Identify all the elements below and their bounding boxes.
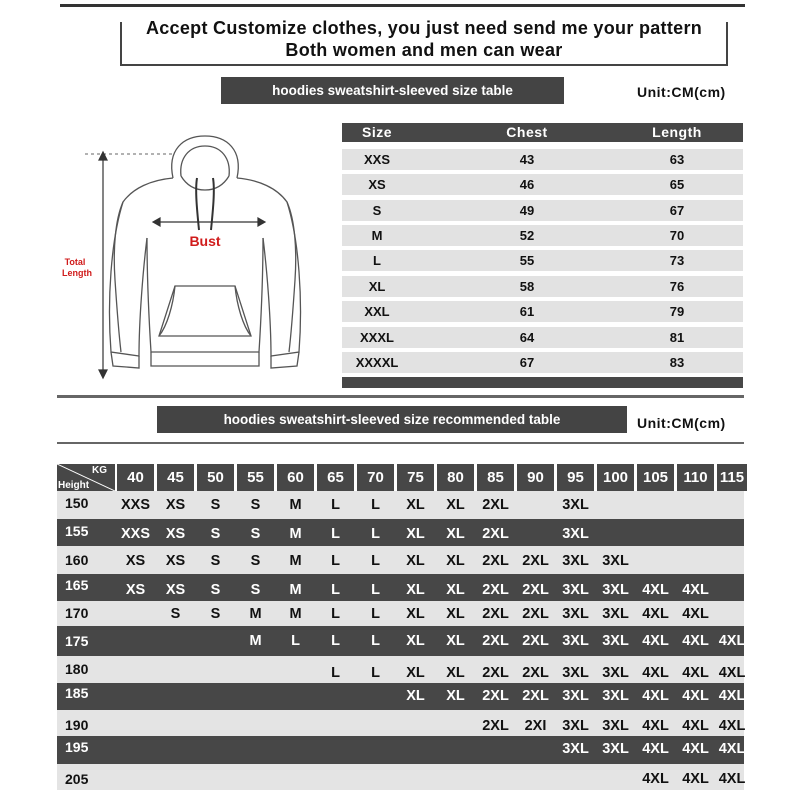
size-table-row: [342, 250, 743, 271]
size-recommendation-cell: 4XL: [642, 741, 669, 757]
weight-col-header: 70: [357, 464, 394, 491]
size-recommendation-cell: 3XL: [562, 582, 589, 598]
chest-cell: 43: [519, 152, 535, 167]
chest-cell: 49: [519, 203, 535, 218]
size-recommendation-cell: L: [331, 633, 340, 649]
weight-col-header: 40: [117, 464, 154, 491]
recommended-table-row: [57, 519, 744, 546]
length-cell: 63: [669, 152, 685, 167]
size-recommendation-cell: 2XL: [522, 553, 549, 569]
size-recommendation-cell: 3XL: [562, 526, 589, 542]
size-cell: XL: [368, 279, 386, 294]
size-recommendation-cell: S: [210, 553, 221, 569]
size-recommendation-cell: 3XL: [562, 665, 589, 681]
size-recommendation-cell: 3XL: [602, 718, 629, 734]
height-cell: 195: [65, 739, 89, 755]
size-recommendation-cell: L: [331, 526, 340, 542]
chest-cell: 55: [519, 253, 535, 268]
size-recommendation-cell: 3XL: [562, 497, 589, 513]
size-recommendation-cell: L: [371, 665, 380, 681]
size-recommendation-cell: L: [371, 553, 380, 569]
size-recommendation-cell: XL: [446, 633, 465, 649]
weight-col-header: 105: [637, 464, 674, 491]
size-recommendation-cell: S: [210, 526, 221, 542]
size-cell: XS: [368, 177, 386, 192]
size-table-row: [342, 225, 743, 246]
size-recommendation-cell: L: [331, 665, 340, 681]
size-recommendation-cell: XL: [406, 665, 425, 681]
recommended-table-row: [57, 626, 744, 656]
size-recommendation-cell: S: [250, 553, 261, 569]
size-cell: S: [372, 203, 382, 218]
size-cell: XXS: [363, 152, 390, 167]
size-table-row: [342, 276, 743, 297]
size-recommendation-cell: M: [289, 497, 302, 513]
size-table-row: [342, 352, 743, 373]
size-recommendation-cell: L: [331, 606, 340, 622]
size-recommendation-cell: M: [289, 582, 302, 598]
size-recommendation-cell: XXS: [120, 526, 150, 542]
size-recommendation-cell: 4XL: [718, 718, 746, 734]
size-recommendation-cell: 4XL: [718, 665, 746, 681]
length-cell: 67: [669, 203, 685, 218]
height-cell: 180: [65, 661, 89, 677]
length-cell: 65: [669, 177, 685, 192]
bust-label: Bust: [189, 233, 221, 249]
size-recommendation-cell: XL: [406, 497, 425, 513]
size-recommendation-cell: M: [289, 553, 302, 569]
size-table-footer: [342, 377, 743, 388]
size-recommendation-cell: 2XL: [482, 606, 509, 622]
section-divider-top: [57, 395, 744, 398]
size-recommendation-cell: 4XL: [642, 771, 669, 787]
weight-col-header: 50: [197, 464, 234, 491]
size-recommendation-cell: M: [249, 606, 262, 622]
size-recommendation-cell: XL: [446, 553, 465, 569]
length-cell: 70: [669, 228, 685, 243]
size-recommendation-cell: S: [210, 606, 221, 622]
size-recommendation-cell: L: [331, 497, 340, 513]
size-recommendation-cell: L: [291, 633, 300, 649]
size-recommendation-cell: L: [371, 606, 380, 622]
size-recommendation-cell: XL: [446, 688, 465, 704]
size-recommendation-cell: 2XL: [482, 718, 509, 734]
size-recommendation-cell: 4XL: [642, 606, 669, 622]
corner-header: [57, 464, 115, 491]
recommended-table-unit: Unit:CM(cm): [637, 415, 726, 431]
size-recommendation-cell: S: [210, 497, 221, 513]
size-recommendation-cell: 2XL: [482, 633, 509, 649]
weight-col-header: 75: [397, 464, 434, 491]
size-recommendation-cell: 3XL: [602, 665, 629, 681]
weight-col-header: 95: [557, 464, 594, 491]
size-recommendation-cell: XL: [406, 606, 425, 622]
size-recommendation-cell: XS: [165, 497, 186, 513]
chest-cell: 46: [519, 177, 535, 192]
height-cell: 205: [65, 771, 89, 787]
height-cell: 170: [65, 605, 89, 621]
size-recommendation-cell: XS: [165, 526, 186, 542]
size-recommendation-cell: 4XL: [682, 582, 709, 598]
size-table-header: [342, 123, 743, 142]
height-cell: 155: [65, 523, 89, 539]
size-recommendation-cell: S: [250, 497, 261, 513]
size-recommendation-cell: XL: [446, 606, 465, 622]
size-recommendation-cell: XS: [165, 582, 186, 598]
size-table-row: [342, 301, 743, 322]
size-recommendation-cell: XL: [446, 497, 465, 513]
size-cell: M: [371, 228, 383, 243]
length-col-header: Length: [652, 124, 702, 140]
recommended-table-row: [57, 574, 744, 601]
size-recommendation-cell: 4XL: [682, 741, 709, 757]
size-recommendation-cell: XL: [406, 582, 425, 598]
size-recommendation-cell: 4XL: [642, 688, 669, 704]
size-recommendation-cell: 3XL: [602, 633, 629, 649]
size-recommendation-cell: XL: [446, 526, 465, 542]
size-recommendation-cell: 3XL: [562, 688, 589, 704]
size-recommendation-cell: XL: [446, 582, 465, 598]
size-recommendation-cell: M: [289, 606, 302, 622]
size-recommendation-cell: 3XL: [602, 553, 629, 569]
size-recommendation-cell: 3XL: [562, 741, 589, 757]
height-cell: 165: [65, 577, 89, 593]
size-recommendation-cell: L: [371, 526, 380, 542]
size-recommendation-cell: L: [371, 633, 380, 649]
size-recommendation-cell: 4XL: [718, 741, 746, 757]
recommended-table-row: [57, 656, 744, 683]
size-table-row: [342, 200, 743, 221]
height-cell: 150: [65, 495, 89, 511]
size-recommendation-cell: 2XL: [522, 665, 549, 681]
length-label-1: Total: [64, 257, 86, 267]
weight-col-header: 110: [677, 464, 714, 491]
section-divider-bottom: [57, 442, 744, 444]
size-recommendation-cell: S: [250, 582, 261, 598]
size-recommendation-cell: XS: [125, 582, 146, 598]
size-recommendation-cell: 3XL: [602, 688, 629, 704]
length-cell: 83: [669, 355, 685, 370]
length-label-2: Length: [62, 268, 92, 278]
size-recommendation-cell: 4XL: [682, 606, 709, 622]
size-cell: XXL: [364, 304, 390, 319]
size-cell: L: [373, 253, 381, 268]
size-recommendation-cell: M: [249, 633, 262, 649]
corner-height: Height: [58, 480, 90, 491]
recommended-table-row: [57, 546, 744, 574]
hoodie-diagram: [55, 130, 340, 380]
size-recommendation-cell: 4XL: [642, 718, 669, 734]
weight-col-header: 55: [237, 464, 274, 491]
size-table-row: [342, 174, 743, 195]
weight-col-header: 100: [597, 464, 634, 491]
size-recommendation-cell: 2XL: [482, 553, 509, 569]
recommended-table-banner: hoodies sweatshirt-sleeved size recommended table: [157, 406, 627, 433]
size-recommendation-cell: 4XL: [642, 582, 669, 598]
height-cell: 190: [65, 717, 89, 733]
size-recommendation-cell: 2XL: [482, 582, 509, 598]
weight-col-header: 90: [517, 464, 554, 491]
size-recommendation-cell: L: [371, 497, 380, 513]
size-recommendation-cell: 2XL: [482, 497, 509, 513]
size-table-row: [342, 327, 743, 348]
size-recommendation-cell: 4XL: [642, 665, 669, 681]
size-recommendation-cell: 4XL: [718, 771, 746, 787]
weight-col-header: 45: [157, 464, 194, 491]
recommended-table-row: [57, 710, 744, 736]
size-recommendation-cell: 2XL: [482, 688, 509, 704]
size-recommendation-cell: L: [331, 553, 340, 569]
size-recommendation-cell: XL: [406, 526, 425, 542]
size-recommendation-cell: 3XL: [562, 606, 589, 622]
size-recommendation-cell: 3XL: [562, 633, 589, 649]
chest-col-header: Chest: [506, 124, 548, 140]
size-recommendation-cell: 4XL: [718, 688, 746, 704]
size-recommendation-cell: 2XI: [524, 718, 547, 734]
size-recommendation-cell: XL: [406, 553, 425, 569]
size-recommendation-cell: 4XL: [718, 633, 746, 649]
size-recommendation-cell: 4XL: [642, 633, 669, 649]
recommended-table-row: [57, 736, 744, 764]
length-cell: 81: [669, 330, 685, 345]
size-table-unit: Unit:CM(cm): [637, 84, 726, 100]
size-table-banner: hoodies sweatshirt-sleeved size table: [221, 77, 564, 104]
size-recommendation-cell: 4XL: [682, 718, 709, 734]
chest-cell: 61: [519, 304, 535, 319]
size-recommendation-cell: 4XL: [682, 665, 709, 681]
header-line-1: Accept Customize clothes, you just need send me your pattern: [145, 18, 703, 38]
recommended-table-row: [57, 491, 744, 519]
size-recommendation-cell: 2XL: [522, 633, 549, 649]
size-recommendation-cell: XS: [125, 553, 146, 569]
length-cell: 73: [669, 253, 685, 268]
size-recommendation-cell: 2XL: [482, 526, 509, 542]
size-recommendation-cell: S: [250, 526, 261, 542]
size-cell: XXXXL: [355, 355, 399, 370]
length-arrow-icon: [85, 152, 173, 378]
size-recommendation-cell: 3XL: [562, 718, 589, 734]
weight-col-header: 65: [317, 464, 354, 491]
size-recommendation-cell: L: [371, 582, 380, 598]
corner-kg: KG: [92, 465, 107, 476]
header-line-2: Both women and men can wear: [285, 40, 563, 60]
size-recommendation-cell: S: [170, 606, 181, 622]
size-col-header: Size: [361, 124, 392, 140]
size-table-row: [342, 149, 743, 170]
size-recommendation-cell: 3XL: [602, 741, 629, 757]
recommended-table-row: [57, 683, 744, 710]
bust-arrow-icon: [153, 218, 265, 226]
size-recommendation-cell: 4XL: [682, 771, 709, 787]
size-recommendation-cell: XL: [406, 633, 425, 649]
chest-cell: 64: [519, 330, 535, 345]
size-recommendation-cell: L: [331, 582, 340, 598]
hoodie-outline-icon: [110, 136, 301, 368]
size-recommendation-cell: 2XL: [482, 665, 509, 681]
weight-col-header: 115: [717, 464, 747, 491]
size-recommendation-cell: 2XL: [522, 606, 549, 622]
weight-col-header: 80: [437, 464, 474, 491]
size-recommendation-cell: M: [289, 526, 302, 542]
size-recommendation-cell: XL: [406, 688, 425, 704]
top-rule: [60, 4, 745, 7]
length-cell: 79: [669, 304, 685, 319]
size-recommendation-cell: 2XL: [522, 688, 549, 704]
chest-cell: 67: [519, 355, 535, 370]
size-recommendation-cell: S: [210, 582, 221, 598]
size-recommendation-cell: 4XL: [682, 633, 709, 649]
size-cell: XXXL: [360, 330, 394, 345]
weight-col-header: 85: [477, 464, 514, 491]
size-recommendation-cell: 2XL: [522, 582, 549, 598]
size-recommendation-cell: 3XL: [602, 582, 629, 598]
size-recommendation-cell: XXS: [120, 497, 150, 513]
length-cell: 76: [669, 279, 685, 294]
height-cell: 175: [65, 633, 89, 649]
size-recommendation-cell: 3XL: [562, 553, 589, 569]
recommended-table-row: [57, 601, 744, 626]
weight-col-header: 60: [277, 464, 314, 491]
size-recommendation-cell: 4XL: [682, 688, 709, 704]
height-cell: 160: [65, 552, 89, 568]
height-cell: 185: [65, 685, 89, 701]
size-recommendation-cell: XS: [165, 553, 186, 569]
chest-cell: 58: [519, 279, 535, 294]
chest-cell: 52: [519, 228, 535, 243]
size-recommendation-cell: 3XL: [602, 606, 629, 622]
size-recommendation-cell: XL: [446, 665, 465, 681]
recommended-table-row: [57, 764, 744, 790]
